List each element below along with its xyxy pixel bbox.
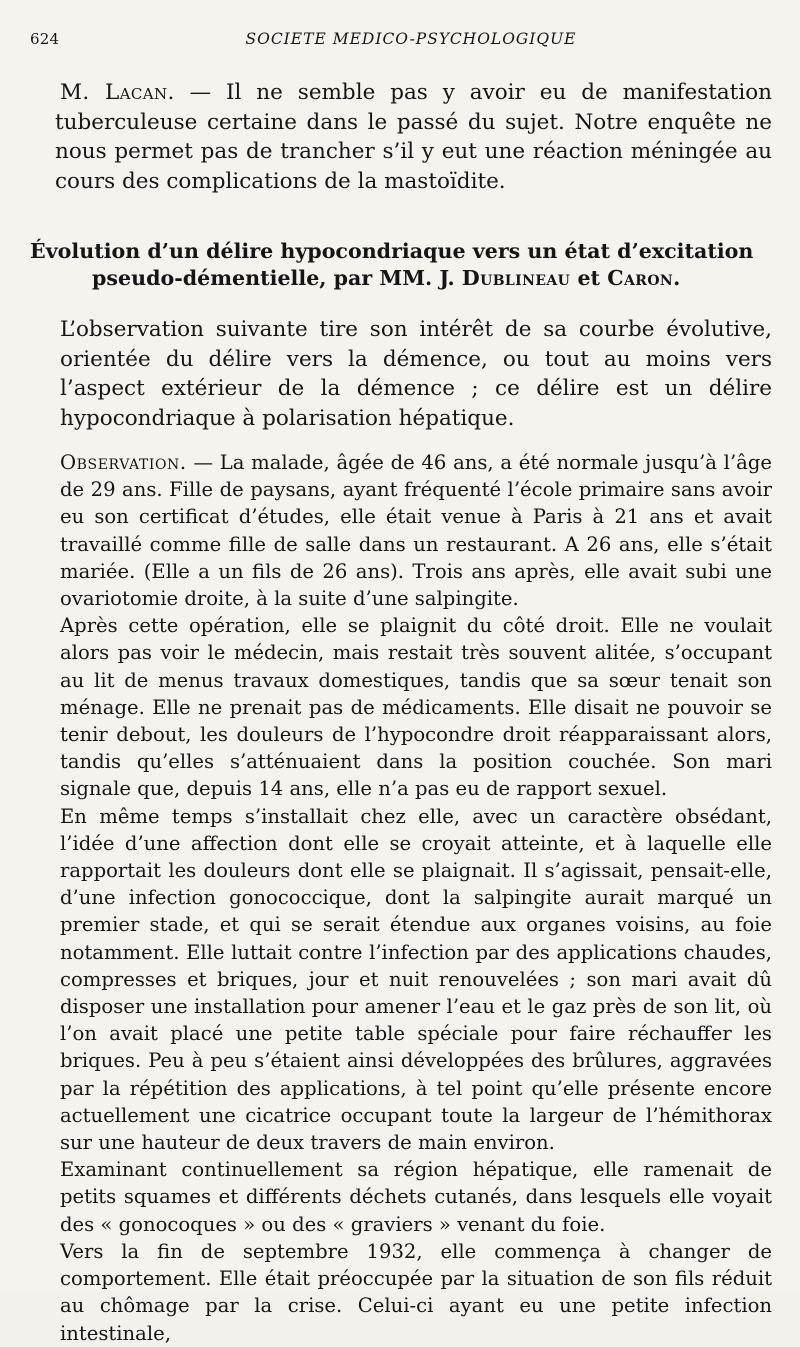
page-number: 624 [30,30,60,48]
speaker-name: M. Lacan. [60,80,175,105]
page-header [30,30,776,56]
observation-paragraph-4: Examinant continuellement sa région hépatique, elle ramenait de petits squames et différents déchets cutanés, dans lesquels elle voyait des « gonocoques » ou des « graviers » venant du foie. [60,1158,772,1236]
observation-text-1: — La malade, âgée de 46 ans, a été normale jusqu’à l’âge de 29 ans. Fille de paysans, ayant fréquenté l’école primaire sans avoir eu son certificat d’études, elle était venue à Paris à 21 ans et avait travaillé comme fille de salle dans un restaurant. A 26 ans, elle s’était mariée. (Elle a un fils de 26 ans). Trois ans après, elle avait subi une ovariotomie droite, à la suite d’une salpingite. [60,451,772,611]
observation-paragraph-1 [60,449,772,612]
lacan-comment [55,78,772,196]
running-title: SOCIETE MEDICO-PSYCHOLOGIQUE [245,30,577,48]
introduction-paragraph: L’observation suivante tire son intérêt de sa courbe évolutive, orientée du délire vers la démence, ou tout au moins vers l’aspect extérieur de la démence ; ce délire est un délire hypocondriaque à polarisation hépatique. [60,317,772,431]
lacan-text: — Il ne semble pas y avoir eu de manifestation tuberculeuse certaine dans le passé du sujet. Notre enquête ne nous permet pas de trancher s’il y eut une réaction méningée au cours des complications de la mastoïdite. [55,80,772,194]
observation-section [60,449,772,1347]
observation-paragraph-2: Après cette opération, elle se plaignit du côté droit. Elle ne voulait alors pas voir le médecin, mais restait très souvent alitée, s’occupant au lit de menus travaux domestiques, tandis que sa sœur tenait son ménage. Elle ne prenait pas de médicaments. Elle disait ne pouvoir se tenir debout, les douleurs de l’hypocondre droit réapparaissant alors, tandis qu’elles s’atténuaient dans la position couchée. Son mari signale que, depuis 14 ans, elle n’a pas eu de rapport sexuel. [60,614,772,801]
section-title-prefix: pseudo-démentielle, par MM. J. [92,266,455,290]
author-caron: Caron. [607,266,681,290]
observation-paragraph-5: Vers la fin de septembre 1932, elle commença à changer de comportement. Elle était préoccupée par la situation de son fils réduit au chômage par la crise. Celui-ci ayant eu une petite infection intestinale, [60,1239,772,1345]
section-title-line-2 [30,265,772,292]
section-title [30,238,772,292]
observation-label: Observation. [60,451,187,474]
author-conjunction: et [577,266,601,290]
author-dublineau: Dublineau [461,266,571,290]
observation-paragraph-3: En même temps s’installait chez elle, avec un caractère obsédant, l’idée d’une affection dont elle se croyait atteinte, et à laquelle elle rapportait les douleurs dont elle se plaignait. Il s’agissait, pensait-elle, d’une infection gonococcique, dont la salpingite aurait marqué un premier stade, et qui se serait étendue aux organes voisins, au foie notamment. Elle luttait contre l’infection par des applications chaudes, compresses et briques, jour et nuit renouvelées ; son mari avait dû disposer une installation pour amener l’eau et le gaz près de son lit, où l’on avait placé une petite table spéciale pour faire réchauffer les briques. Peu à peu s’étaient ainsi développées des brûlures, aggravées par la répétition des applications, à tel point qu’elle présente encore actuellement une cicatrice occupant toute la largeur de l’hémithorax sur une hauteur de deux travers de main environ. [60,804,772,1155]
section-title-line-1: Évolution d’un délire hypocondriaque vers un état d’excitation [30,239,754,263]
